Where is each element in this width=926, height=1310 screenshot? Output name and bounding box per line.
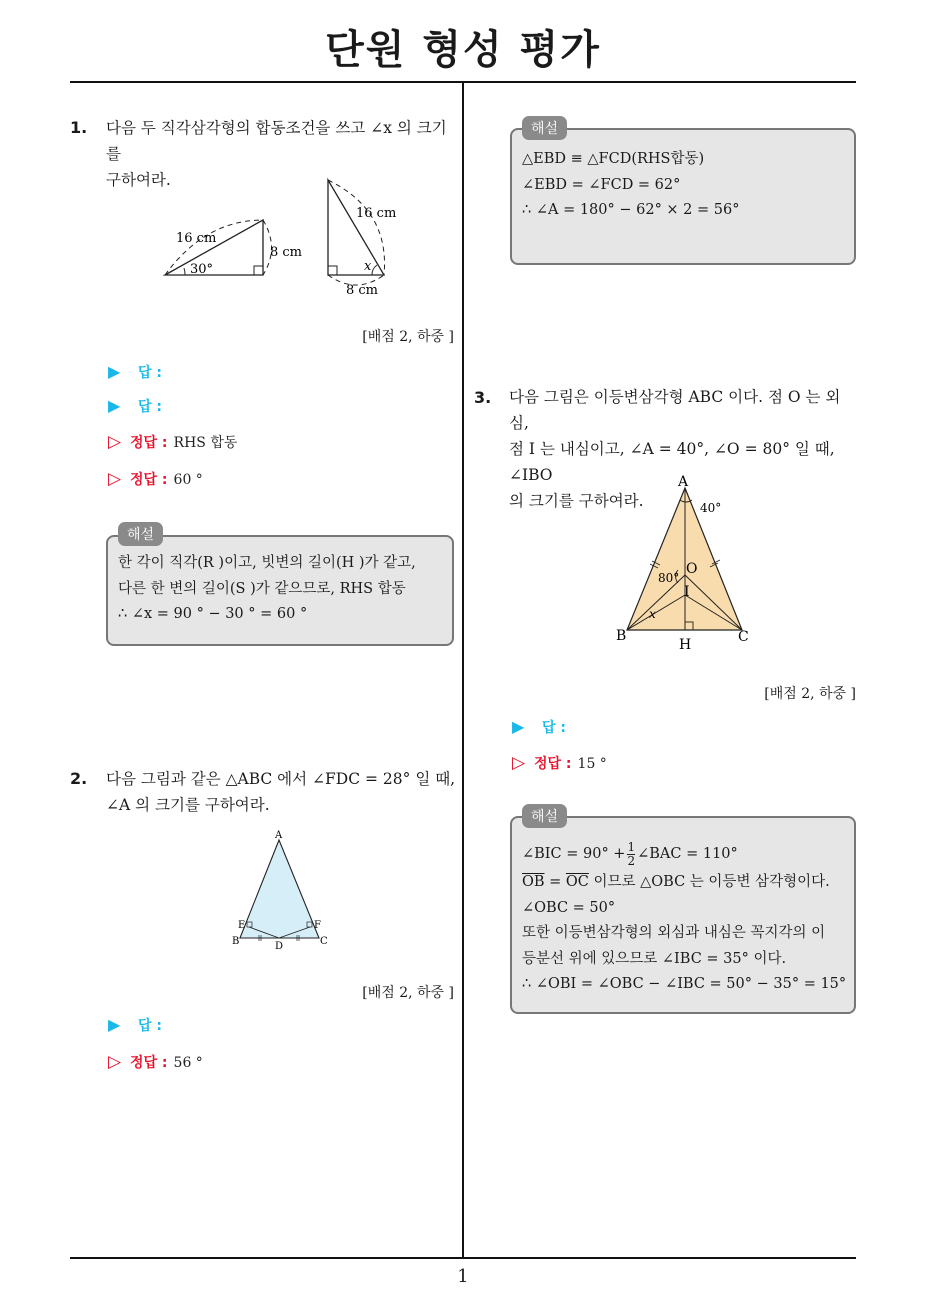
q3-explain-text: [522, 838, 854, 998]
explain-line: ∴ ∠x = 90 ° − 30 ° = 60 °: [118, 606, 308, 622]
explain-line: △EBD ≡ △FCD(RHS합동): [522, 151, 705, 167]
hollow-play-icon: ▷: [108, 432, 122, 452]
q2-figure: [228, 828, 338, 952]
q1-explain-text: [118, 551, 448, 628]
q1-answer-2: [108, 396, 162, 416]
q2-label-C: C: [320, 936, 328, 947]
q1-label-x: x: [364, 259, 372, 274]
q1-text-line2: 구하여라.: [106, 171, 171, 189]
q1-answer-1: [108, 362, 162, 382]
q1-explain-tag: 해설: [118, 522, 163, 546]
q2-answer-1: [108, 1015, 162, 1035]
correct-value: 15 °: [577, 756, 607, 772]
correct-value: RHS 합동: [173, 435, 238, 451]
correct-label: 정답 :: [130, 472, 168, 488]
q1-correct-2: [108, 469, 203, 489]
q1-text-line1: 다음 두 직각삼각형의 합동조건을 쓰고 ∠x 의 크기를: [106, 119, 447, 163]
q2-text-line1: 다음 그림과 같은 △ABC 에서 ∠FDC = 28° 일 때,: [106, 770, 456, 788]
bottom-rule: [70, 1257, 856, 1259]
q2-text-line2: ∠A 의 크기를 구하여라.: [106, 796, 270, 814]
q2-label-D: D: [275, 941, 284, 952]
q3-text-line2: 점 I 는 내심이고, ∠A = 40°, ∠O = 80° 일 때, ∠IBO: [509, 440, 835, 484]
q1-correct-1: [108, 432, 237, 452]
q2-score: [배점 2, 하중 ]: [362, 985, 454, 1001]
q1-label-8cm-right: 8 cm: [346, 283, 379, 298]
explain-line: 한 각이 직각(R )이고, 빗변의 길이(H )가 같고,: [118, 555, 416, 571]
answer-label: 답 :: [138, 399, 162, 415]
q2-explain-text: [522, 147, 852, 224]
correct-value: 60 °: [173, 472, 203, 488]
q1-number: 1.: [70, 118, 88, 137]
explain-line: ∠OBC = 50°: [522, 899, 616, 916]
q1-left-triangle: [165, 220, 263, 275]
page-number: 1: [457, 1266, 469, 1287]
q1-right-angle-arc: [372, 265, 377, 275]
q1-label-8cm-left: 8 cm: [270, 245, 303, 260]
q3-label-C: C: [738, 629, 749, 645]
q3-label-A: A: [678, 474, 689, 490]
q3-label-x: x: [649, 607, 656, 621]
q3-figure: [612, 470, 762, 652]
explain-line: 또한 이등변삼각형의 외심과 내심은 꼭지각의 이: [522, 925, 826, 941]
fraction-half: $\frac{1}{2}$: [627, 839, 636, 868]
q1-left-angle-arc: [184, 268, 185, 275]
q1-label-16cm-right: 16 cm: [356, 206, 397, 221]
q2-text: [106, 766, 456, 818]
hollow-play-icon: ▷: [108, 469, 122, 489]
correct-label: 정답 :: [534, 756, 572, 772]
q1-right-right-angle: [328, 266, 337, 275]
hollow-play-icon: ▷: [512, 753, 526, 773]
q3-label-B: B: [616, 628, 627, 644]
q3-answer-1: [512, 717, 566, 737]
play-icon: ▶: [108, 1015, 121, 1034]
q3-number: 3.: [474, 388, 492, 407]
column-divider: [462, 83, 464, 1258]
explain-line: ∠EBD = ∠FCD = 62°: [522, 176, 681, 193]
page-title: 단원 형성 평가: [325, 27, 601, 73]
q3-label-I: I: [684, 584, 690, 600]
q2-label-A: A: [275, 830, 283, 841]
q1-label-30: 30°: [190, 262, 214, 277]
q3-label-80: 80°: [658, 571, 680, 585]
answer-label: 답 :: [138, 365, 162, 381]
q1-figure: [150, 170, 430, 305]
q3-label-O: O: [686, 561, 698, 577]
play-icon: ▶: [108, 362, 121, 381]
explain-line: ∠BIC = 90° + $\frac{1}{2}$ ∠BAC = 110°: [522, 839, 738, 868]
correct-label: 정답 :: [130, 435, 168, 451]
correct-value: 56 °: [173, 1055, 203, 1071]
q3-explain-tag: 해설: [522, 804, 567, 828]
q3-label-40: 40°: [700, 501, 722, 515]
q1-right-triangle: [328, 180, 384, 275]
correct-label: 정답 :: [130, 1055, 168, 1071]
explain-line: ∴ ∠A = 180° − 62° × 2 = 56°: [522, 202, 740, 218]
q3-text-line3: 의 크기를 구하여라.: [509, 492, 644, 510]
q3-correct-1: [512, 753, 607, 773]
q2-correct-1: [108, 1052, 203, 1072]
q1-score: [배점 2, 하중 ]: [362, 329, 454, 345]
q1-left-right-angle: [254, 266, 263, 275]
play-icon: ▶: [108, 396, 121, 415]
explain-line: 등분선 위에 있으므로 ∠IBC = 35° 이다.: [522, 950, 787, 967]
q3-label-H: H: [679, 637, 692, 652]
q1-label-16cm-left: 16 cm: [176, 231, 217, 246]
answer-label: 답 :: [138, 1018, 162, 1034]
hollow-play-icon: ▷: [108, 1052, 122, 1072]
q2-explain-tag: 해설: [522, 116, 567, 140]
q2-label-E: E: [238, 920, 246, 931]
play-icon: ▶: [512, 717, 525, 736]
q3-score: [배점 2, 하중 ]: [764, 686, 856, 702]
q2-number: 2.: [70, 769, 88, 788]
explain-line: 다른 한 변의 길이(S )가 같으므로, RHS 합동: [118, 580, 406, 597]
explain-line: ∴ ∠OBI = ∠OBC − ∠IBC = 50° − 35° = 15°: [522, 976, 847, 992]
q2-label-B: B: [232, 936, 240, 947]
explain-line: $\overline{OB} = \overline{OC}$ 이므로 △OBC 는 이등변 삼각형이다.: [522, 874, 830, 890]
q2-label-F: F: [314, 920, 321, 931]
q3-text-line1: 다음 그림은 이등변삼각형 ABC 이다. 점 O 는 외심,: [509, 388, 841, 432]
answer-label: 답 :: [542, 720, 566, 736]
